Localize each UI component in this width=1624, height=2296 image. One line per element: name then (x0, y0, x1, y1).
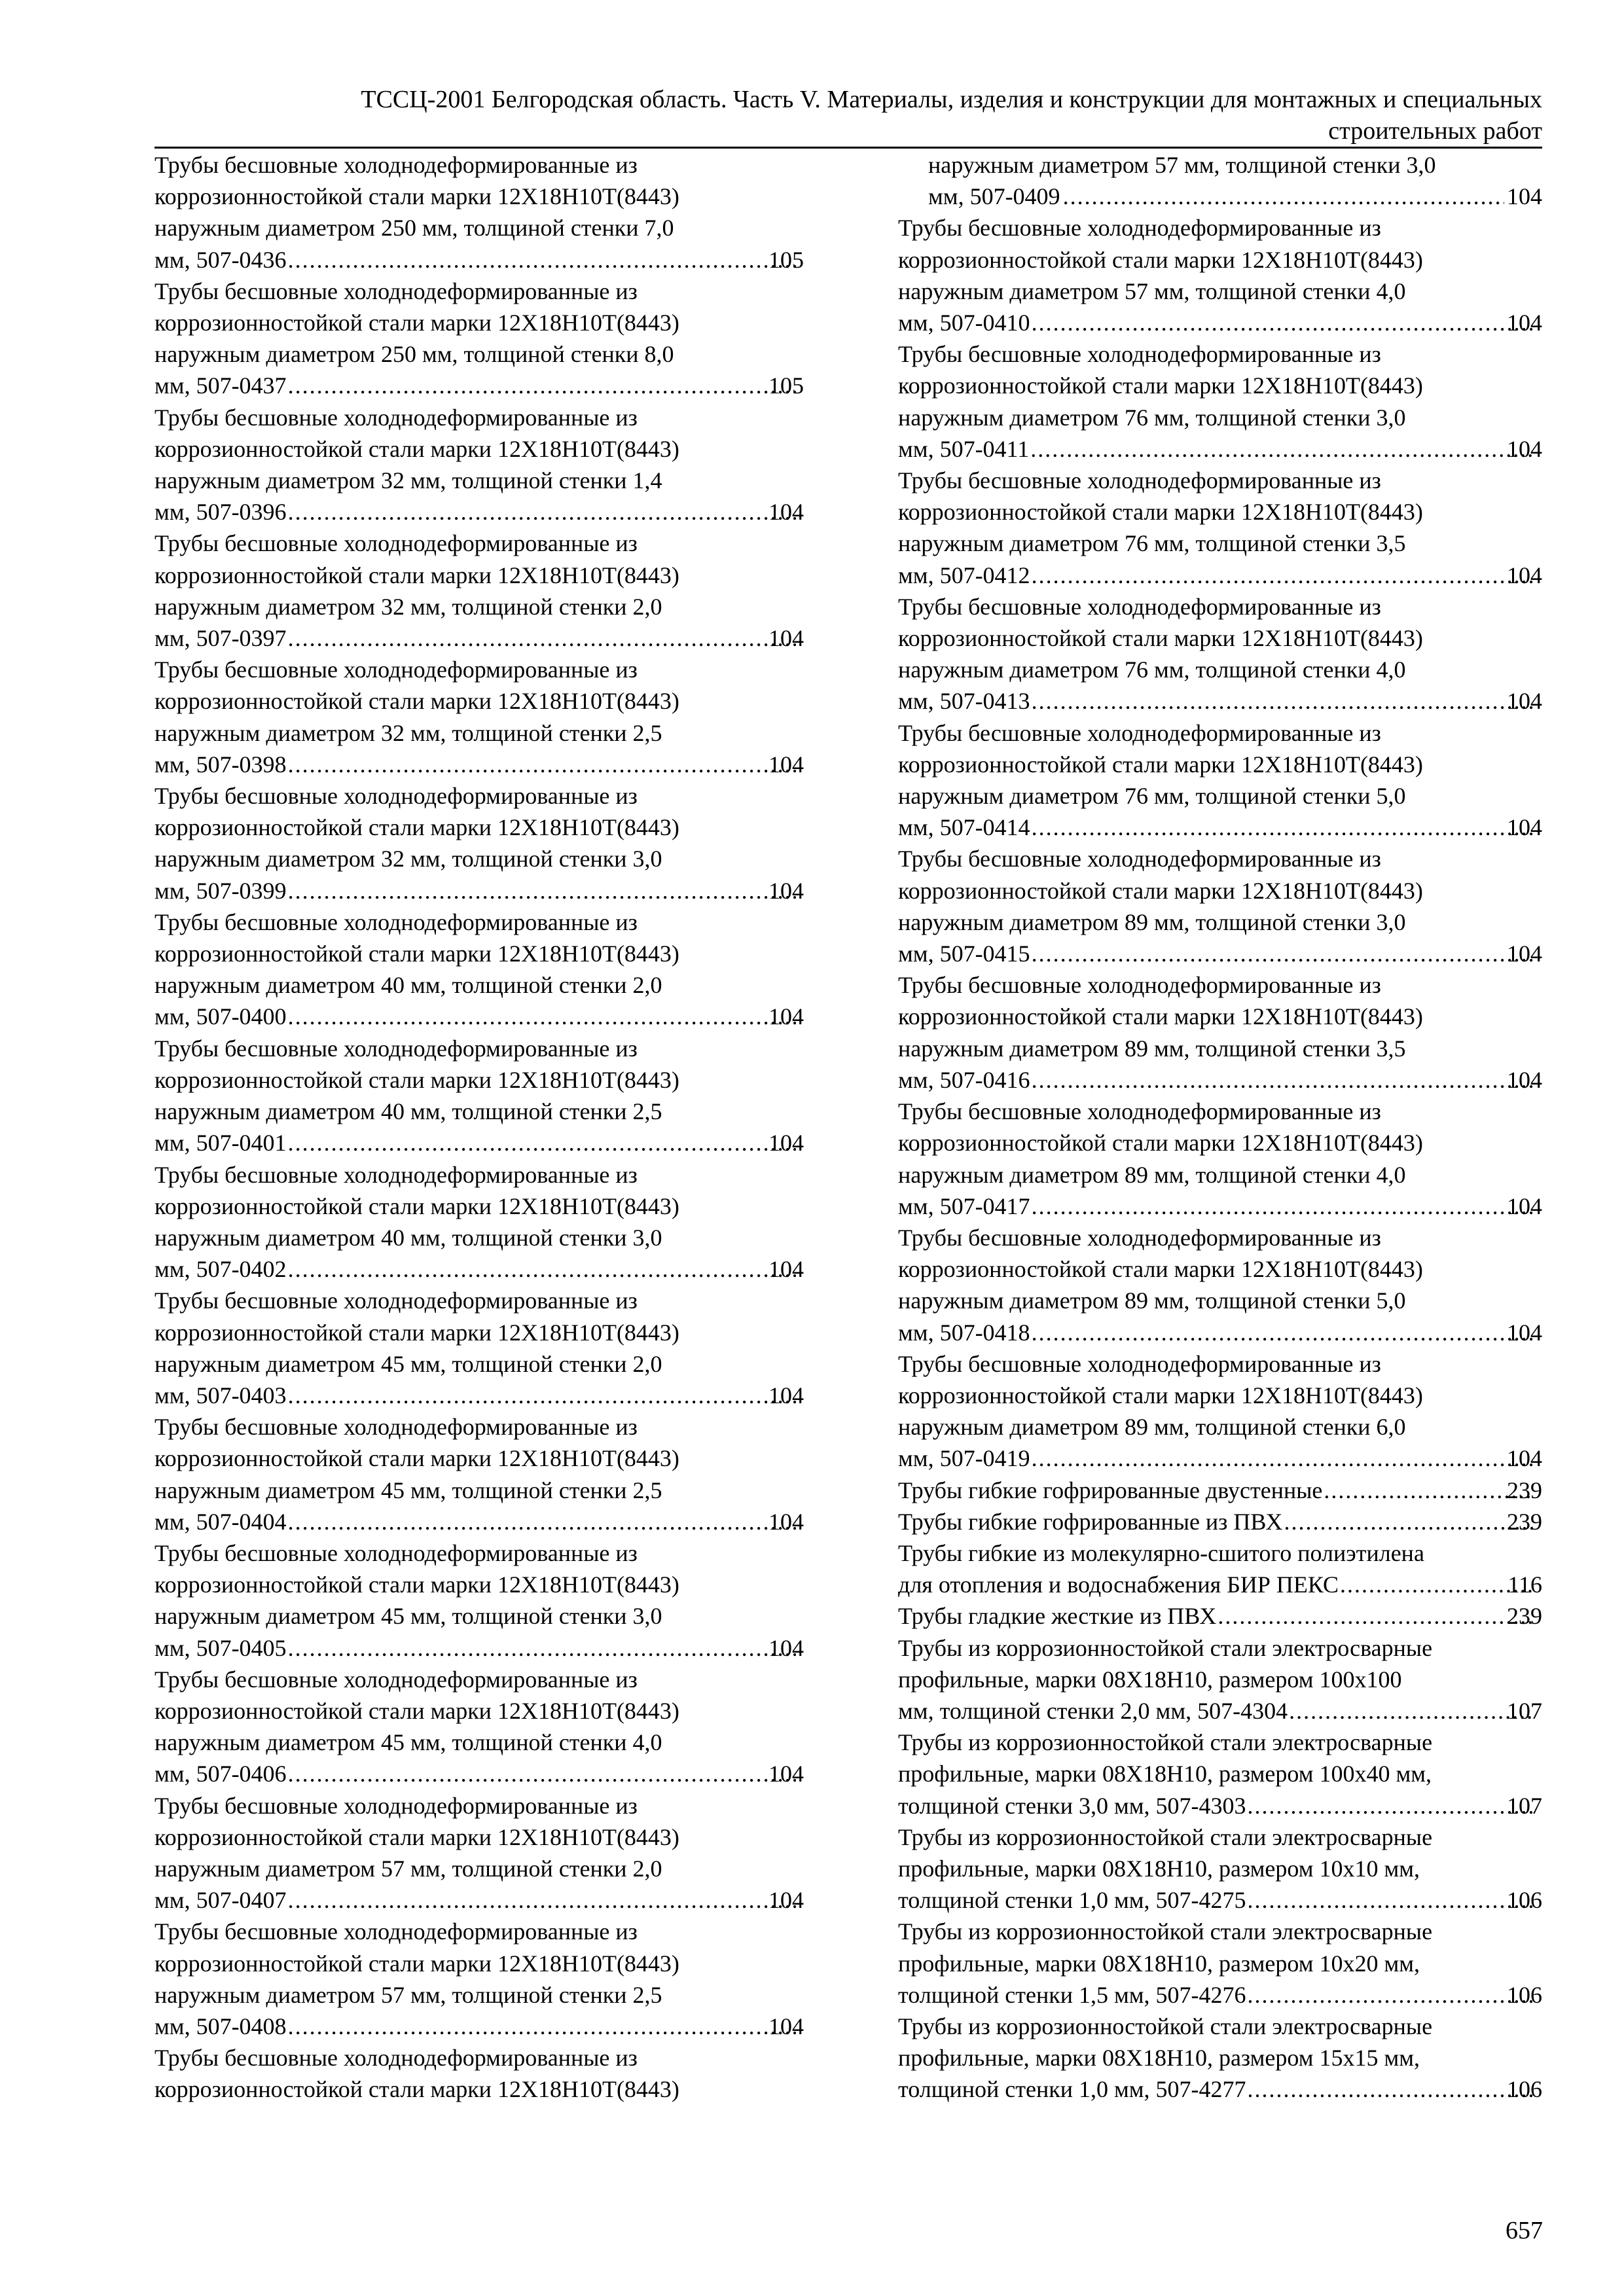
entry-line: наружным диаметром 40 мм, толщиной стенки 2,0 (154, 972, 662, 999)
entry-line: наружным диаметром 40 мм, толщиной стенки 2,5 (154, 1098, 662, 1125)
entry-page-ref: 104 (768, 2013, 804, 2039)
entry-line: Трубы бесшовные холоднодеформированные из (154, 783, 638, 810)
dot-leader (1033, 307, 1534, 338)
entry-leader-line (898, 685, 1542, 717)
entry-line: наружным диаметром 89 мм, толщиной стенки 3,0 (898, 908, 1406, 935)
dot-leader (1033, 685, 1534, 717)
entry-line: Трубы бесшовные холоднодеформированные из (898, 1098, 1381, 1125)
entry-line: наружным диаметром 57 мм, толщиной стенки 4,0 (898, 278, 1406, 304)
entry-page-ref: 104 (768, 1382, 804, 1408)
entry-line: Трубы бесшовные холоднодеформированные из (898, 215, 1381, 242)
entry-page-ref: 104 (1507, 562, 1542, 588)
index-column-right (898, 149, 1542, 2106)
entry-leader-line (154, 749, 804, 780)
entry-line: Трубы из коррозионностойкой стали электросварные (898, 1918, 1433, 1945)
entry-line: наружным диаметром 57 мм, толщиной стенки 3,0 (928, 152, 1436, 178)
entry-leader-line (898, 1064, 1542, 1096)
entry-line: мм, 507-0419 (898, 1445, 1030, 1472)
entry-line: наружным диаметром 89 мм, толщиной стенки 5,0 (898, 1287, 1406, 1314)
entry-line: профильные, марки 08Х18Н10, размером 10х10 мм, (898, 1855, 1420, 1882)
entry-line: Трубы гладкие жесткие из ПВХ (898, 1603, 1217, 1630)
entry-line: Трубы бесшовные холоднодеформированные из (898, 593, 1381, 620)
entry-page-ref: 104 (1507, 310, 1542, 336)
page-number: 657 (1506, 2217, 1543, 2244)
dot-leader (289, 1632, 796, 1664)
index-entry (898, 969, 1542, 1096)
entry-line: мм, 507-0414 (898, 814, 1030, 841)
entry-line: наружным диаметром 45 мм, толщиной стенки 2,0 (154, 1350, 662, 1377)
entry-line: наружным диаметром 57 мм, толщиной стенки 2,0 (154, 1855, 662, 1882)
entry-page-ref: 104 (1507, 1066, 1542, 1093)
entry-line: коррозионностойкой стали марки 12Х18Н10Т(8443) (154, 183, 679, 210)
entry-line: наружным диаметром 45 мм, толщиной стенки 3,0 (154, 1603, 662, 1630)
index-entry (154, 1285, 804, 1411)
index-entry (154, 1159, 804, 1285)
entry-page-ref: 104 (1507, 1193, 1542, 1219)
entry-line: Трубы из коррозионностойкой стали электросварные (898, 1729, 1433, 1756)
dot-leader (1249, 1979, 1534, 2011)
entry-leader-line (154, 1884, 804, 1916)
entry-line: коррозионностойкой стали марки 12Х18Н10Т(8443) (154, 562, 679, 588)
index-entry (898, 1222, 1542, 1348)
entry-leader-line (898, 1695, 1542, 1727)
entry-line: Трубы бесшовные холоднодеформированные из (154, 1918, 638, 1945)
entry-line: Трубы бесшовные холоднодеформированные из (154, 1539, 638, 1566)
entry-leader-line (898, 1979, 1542, 2011)
entry-line: наружным диаметром 250 мм, толщиной стенки 7,0 (154, 215, 674, 242)
entry-line: Трубы гибкие из молекулярно-сшитого полиэтилена (898, 1539, 1424, 1566)
dot-leader (1033, 1191, 1534, 1222)
dot-leader (1033, 812, 1534, 843)
entry-line: Трубы бесшовные холоднодеформированные из (154, 656, 638, 683)
entry-page-ref: 104 (1507, 941, 1542, 967)
entry-line: мм, 507-0400 (154, 1003, 287, 1030)
entry-line: коррозионностойкой стали марки 12Х18Н10Т(8443) (898, 372, 1423, 399)
entry-line: профильные, марки 08Х18Н10, размером 15х15 мм, (898, 2045, 1420, 2072)
entry-line: коррозионностойкой стали марки 12Х18Н10Т(8443) (154, 435, 679, 462)
dot-leader (1249, 2073, 1534, 2105)
index-entry (898, 1506, 1542, 1537)
dot-leader (1286, 1506, 1534, 1537)
index-entry (154, 906, 804, 1033)
dot-leader (1032, 433, 1534, 465)
entry-line: Трубы бесшовные холоднодеформированные из (154, 404, 638, 431)
index-entry (898, 717, 1542, 844)
index-entry (898, 1632, 1542, 1727)
dot-leader (289, 1506, 796, 1537)
entry-line: мм, 507-0404 (154, 1508, 287, 1535)
entry-line: Трубы бесшовные холоднодеформированные из (154, 530, 638, 557)
entry-line: коррозионностойкой стали марки 12Х18Н10Т(8443) (154, 1697, 679, 1724)
entry-line: коррозионностойкой стали марки 12Х18Н10Т(8443) (154, 310, 679, 336)
entry-leader-line (898, 1569, 1542, 1600)
index-entry (898, 212, 1542, 338)
index-entry (154, 654, 804, 780)
index-entry (154, 1664, 804, 1790)
index-entry (154, 1411, 804, 1537)
entry-line: наружным диаметром 89 мм, толщиной стенки 6,0 (898, 1414, 1406, 1441)
entry-leader-line (154, 370, 804, 401)
entry-leader-line (898, 938, 1542, 969)
entry-line: коррозионностойкой стали марки 12Х18Н10Т(8443) (154, 1823, 679, 1850)
entry-line: коррозионностойкой стали марки 12Х18Н10Т(8443) (898, 499, 1423, 526)
entry-line: наружным диаметром 250 мм, толщиной стенки 8,0 (154, 341, 674, 368)
entry-line: мм, 507-0410 (898, 310, 1030, 336)
entry-leader-line (154, 1253, 804, 1285)
entry-leader-line (898, 1317, 1542, 1348)
index-entry (154, 1790, 804, 1916)
dot-leader (289, 244, 796, 276)
entry-line: коррозионностойкой стали марки 12Х18Н10Т(8443) (154, 941, 679, 967)
entry-line: наружным диаметром 32 мм, толщиной стенки 1,4 (154, 467, 662, 494)
entry-line: Трубы бесшовные холоднодеформированные из (154, 1287, 638, 1314)
entry-leader-line (154, 1632, 804, 1664)
entry-leader-line (154, 1758, 804, 1789)
index-entry (898, 1821, 1542, 1916)
dot-leader (1219, 1600, 1534, 1632)
entry-page-ref: 104 (768, 751, 804, 778)
entry-line: наружным диаметром 45 мм, толщиной стенки 4,0 (154, 1729, 662, 1756)
entry-line: коррозионностойкой стали марки 12Х18Н10Т(8443) (154, 2076, 679, 2103)
entry-line: наружным диаметром 76 мм, толщиной стенки 3,0 (898, 404, 1406, 431)
entry-line: коррозионностойкой стали марки 12Х18Н10Т(8443) (898, 246, 1423, 273)
entry-line: коррозионностойкой стали марки 12Х18Н10Т(8443) (898, 1256, 1423, 1283)
entry-line: наружным диаметром 76 мм, толщиной стенки 5,0 (898, 783, 1406, 810)
index-entry (898, 338, 1542, 465)
index-entry (898, 2011, 1542, 2106)
dot-leader (289, 1253, 796, 1285)
index-entry (898, 1916, 1542, 2011)
entry-leader-line (154, 1506, 804, 1537)
entry-line: мм, 507-0403 (154, 1382, 287, 1408)
entry-line: мм, 507-0437 (154, 372, 287, 399)
entry-line: коррозионностойкой стали марки 12Х18Н10Т(8443) (154, 1319, 679, 1346)
entry-line: коррозионностойкой стали марки 12Х18Н10Т(8443) (154, 814, 679, 841)
index-entry (898, 465, 1542, 591)
entry-leader-line (898, 1506, 1542, 1537)
entry-page-ref: 104 (1507, 183, 1542, 210)
dot-leader (289, 2011, 796, 2042)
entry-line: толщиной стенки 1,0 мм, 507-4275 (898, 1887, 1246, 1914)
entry-line: мм, 507-0399 (154, 877, 287, 904)
index-entry (154, 1916, 804, 2042)
dot-leader (289, 1758, 796, 1789)
entry-line: толщиной стенки 3,0 мм, 507-4303 (898, 1792, 1246, 1819)
entry-line: мм, 507-0405 (154, 1634, 287, 1661)
entry-line: коррозионностойкой стали марки 12Х18Н10Т(8443) (898, 1003, 1423, 1030)
entry-line: мм, 507-0417 (898, 1193, 1030, 1219)
entry-line: Трубы бесшовные холоднодеформированные из (898, 1350, 1381, 1377)
entry-line: Трубы из коррозионностойкой стали электросварные (898, 1634, 1433, 1661)
entry-line: Трубы из коррозионностойкой стали электросварные (898, 1823, 1433, 1850)
entry-page-ref: 106 (1507, 2076, 1542, 2103)
entry-line: мм, 507-0415 (898, 941, 1030, 967)
index-entry (154, 1537, 804, 1664)
entry-page-ref: 104 (768, 1634, 804, 1661)
index-entry (154, 149, 804, 276)
entry-line: Трубы бесшовные холоднодеформированные из (154, 908, 638, 935)
entry-line: Трубы бесшовные холоднодеформированные из (154, 1792, 638, 1819)
index-entry (154, 2042, 804, 2105)
dot-leader (289, 875, 796, 906)
entry-leader-line (154, 244, 804, 276)
entry-page-ref: 104 (768, 1887, 804, 1914)
entry-line: мм, 507-0397 (154, 625, 287, 652)
entry-leader-line (154, 496, 804, 528)
entry-line: Трубы бесшовные холоднодеформированные из (898, 719, 1381, 746)
entry-line: толщиной стенки 1,0 мм, 507-4277 (898, 2076, 1246, 2103)
entry-page-ref: 107 (1507, 1792, 1542, 1819)
index-entry (154, 402, 804, 528)
entry-line: коррозионностойкой стали марки 12Х18Н10Т(8443) (154, 1445, 679, 1472)
entry-line: Трубы бесшовные холоднодеформированные из (898, 972, 1381, 999)
entry-leader-line (154, 875, 804, 906)
entry-leader-line (898, 307, 1542, 338)
entry-page-ref: 239 (1507, 1508, 1542, 1535)
header-title-line2: строительных работ (1328, 117, 1542, 145)
entry-line: мм, 507-0416 (898, 1066, 1030, 1093)
entry-line: Трубы бесшовные холоднодеформированные из (154, 152, 638, 178)
entry-page-ref: 107 (1507, 1697, 1542, 1724)
index-entry (898, 591, 1542, 717)
entry-line: наружным диаметром 32 мм, толщиной стенки 2,5 (154, 719, 662, 746)
entry-page-ref: 104 (768, 1003, 804, 1030)
entry-line: Трубы гибкие гофрированные из ПВХ (898, 1508, 1283, 1535)
entry-line: наружным диаметром 76 мм, толщиной стенки 4,0 (898, 656, 1406, 683)
dot-leader (289, 496, 796, 528)
entry-line: мм, 507-0396 (154, 499, 287, 526)
entry-line: коррозионностойкой стали марки 12Х18Н10Т(8443) (154, 688, 679, 715)
dot-leader (289, 1127, 796, 1158)
entry-line: Трубы гибкие гофрированные двустенные (898, 1477, 1323, 1503)
index-entry (154, 1033, 804, 1159)
index-entry (154, 276, 804, 402)
entry-line: наружным диаметром 32 мм, толщиной стенки 2,0 (154, 593, 662, 620)
dot-leader (1290, 1695, 1534, 1727)
entry-line: профильные, марки 08Х18Н10, размером 10х20 мм, (898, 1950, 1420, 1977)
entry-page-ref: 239 (1507, 1477, 1542, 1503)
entry-page-ref: 104 (1507, 1319, 1542, 1346)
entry-leader-line (898, 1884, 1542, 1916)
entry-line: коррозионностойкой стали марки 12Х18Н10Т(8443) (154, 1066, 679, 1093)
index-entry (898, 1348, 1542, 1475)
entry-line: наружным диаметром 76 мм, толщиной стенки 3,5 (898, 530, 1406, 557)
entry-leader-line (898, 1790, 1542, 1821)
entry-leader-line (154, 1380, 804, 1411)
entry-line: Трубы из коррозионностойкой стали электросварные (898, 2013, 1433, 2039)
entry-line: мм, 507-0418 (898, 1319, 1030, 1346)
index-entry (898, 843, 1542, 969)
entry-line: наружным диаметром 89 мм, толщиной стенки 4,0 (898, 1161, 1406, 1188)
entry-leader-line (928, 181, 1542, 212)
entry-leader-line (898, 433, 1542, 465)
dot-leader (1033, 1064, 1534, 1096)
entry-page-ref: 116 (1507, 1571, 1542, 1598)
entry-line: мм, 507-0409 (928, 183, 1060, 210)
entry-line: мм, 507-0401 (154, 1130, 287, 1157)
entry-page-ref: 104 (768, 1761, 804, 1787)
dot-leader (1325, 1475, 1534, 1506)
entry-page-ref: 104 (1507, 814, 1542, 841)
entry-page-ref: 104 (1507, 435, 1542, 462)
entry-line: для отопления и водоснабжения БИР ПЕКС (898, 1571, 1339, 1598)
dot-leader (289, 1001, 796, 1032)
entry-page-ref: 104 (1507, 1445, 1542, 1472)
entry-line: профильные, марки 08Х18Н10, размером 100х100 (898, 1666, 1402, 1693)
entry-line: наружным диаметром 57 мм, толщиной стенки 2,5 (154, 1981, 662, 2008)
entry-line: мм, 507-0413 (898, 688, 1030, 715)
entry-line: Трубы бесшовные холоднодеформированные из (898, 467, 1381, 494)
entry-page-ref: 105 (768, 372, 804, 399)
index-entry (154, 528, 804, 654)
entry-leader-line (898, 1191, 1542, 1222)
entry-leader-line (898, 1443, 1542, 1474)
entry-line: мм, 507-0411 (898, 435, 1030, 462)
entry-line: Трубы бесшовные холоднодеформированные из (154, 2045, 638, 2072)
index-entry (898, 1096, 1542, 1222)
entry-line: наружным диаметром 40 мм, толщиной стенки 3,0 (154, 1224, 662, 1251)
entry-line: коррозионностойкой стали марки 12Х18Н10Т(8443) (898, 1130, 1423, 1157)
entry-leader-line (154, 2011, 804, 2042)
entry-line: коррозионностойкой стали марки 12Х18Н10Т(8443) (154, 1571, 679, 1598)
dot-leader (1063, 181, 1504, 212)
entry-line: мм, толщиной стенки 2,0 мм, 507-4304 (898, 1697, 1288, 1724)
entry-line: Трубы бесшовные холоднодеформированные из (154, 1161, 638, 1188)
entry-page-ref: 105 (768, 246, 804, 273)
entry-line: мм, 507-0436 (154, 246, 287, 273)
entry-line: наружным диаметром 32 мм, толщиной стенки 3,0 (154, 846, 662, 872)
entry-page-ref: 104 (768, 625, 804, 652)
entry-line: коррозионностойкой стали марки 12Х18Н10Т(8443) (898, 625, 1423, 652)
entry-page-ref: 104 (1507, 688, 1542, 715)
entry-page-ref: 104 (768, 1508, 804, 1535)
index-entry-continuation (898, 149, 1542, 212)
index-entry (898, 1537, 1542, 1600)
entry-page-ref: 106 (1507, 1981, 1542, 2008)
entry-line: Трубы бесшовные холоднодеформированные из (154, 278, 638, 304)
dot-leader (289, 749, 796, 780)
dot-leader (1249, 1884, 1534, 1916)
entry-leader-line (898, 812, 1542, 843)
entry-page-ref: 104 (768, 1130, 804, 1157)
entry-line: Трубы бесшовные холоднодеформированные из (154, 1414, 638, 1441)
entry-page-ref: 104 (768, 877, 804, 904)
entry-line: коррозионностойкой стали марки 12Х18Н10Т(8443) (154, 1193, 679, 1219)
entry-line: Трубы бесшовные холоднодеформированные из (898, 1224, 1381, 1251)
dot-leader (1033, 1443, 1534, 1474)
entry-page-ref: 104 (768, 499, 804, 526)
entry-leader-line (898, 560, 1542, 591)
entry-leader-line (898, 1600, 1542, 1632)
entry-page-ref: 239 (1507, 1603, 1542, 1630)
entry-page-ref: 106 (1507, 1887, 1542, 1914)
entry-line: толщиной стенки 1,5 мм, 507-4276 (898, 1981, 1246, 2008)
index-column-left (154, 149, 804, 2106)
dot-leader (289, 370, 796, 401)
entry-leader-line (898, 2073, 1542, 2105)
dot-leader (1341, 1569, 1535, 1600)
entry-line: мм, 507-0408 (154, 2013, 287, 2039)
entry-line: коррозионностойкой стали марки 12Х18Н10Т(8443) (898, 877, 1423, 904)
entry-line: Трубы бесшовные холоднодеформированные из (154, 1035, 638, 1062)
entry-line: Трубы бесшовные холоднодеформированные из (898, 846, 1381, 872)
running-header (154, 84, 1542, 149)
entry-leader-line (154, 622, 804, 654)
dot-leader (289, 1380, 796, 1411)
entry-line: мм, 507-0406 (154, 1761, 287, 1787)
entry-leader-line (898, 1475, 1542, 1506)
dot-leader (289, 1884, 796, 1916)
index-entry (154, 780, 804, 906)
index-entry (898, 1727, 1542, 1821)
header-title-line1: ТССЦ-2001 Белгородская область. Часть V. Материалы, изделия и конструкции для монтажных и специальных (361, 86, 1542, 113)
entry-line: коррозионностойкой стали марки 12Х18Н10Т(8443) (898, 1382, 1423, 1408)
entry-line: наружным диаметром 89 мм, толщиной стенки 3,5 (898, 1035, 1406, 1062)
index-entry (898, 1475, 1542, 1506)
dot-leader (1033, 938, 1534, 969)
entry-line: Трубы бесшовные холоднодеформированные из (154, 1666, 638, 1693)
entry-line: мм, 507-0398 (154, 751, 287, 778)
dot-leader (1249, 1790, 1534, 1821)
entry-line: профильные, марки 08Х18Н10, размером 100х40 мм, (898, 1761, 1432, 1787)
entry-page-ref: 104 (768, 1256, 804, 1283)
dot-leader (1033, 1317, 1534, 1348)
index-entry (898, 1600, 1542, 1632)
entry-line: мм, 507-0407 (154, 1887, 287, 1914)
entry-line: Трубы бесшовные холоднодеформированные из (898, 341, 1381, 368)
dot-leader (289, 622, 796, 654)
entry-leader-line (154, 1001, 804, 1032)
entry-line: мм, 507-0412 (898, 562, 1030, 588)
entry-leader-line (154, 1127, 804, 1158)
entry-line: коррозионностойкой стали марки 12Х18Н10Т(8443) (898, 751, 1423, 778)
dot-leader (1033, 560, 1534, 591)
entry-line: коррозионностойкой стали марки 12Х18Н10Т(8443) (154, 1950, 679, 1977)
entry-line: наружным диаметром 45 мм, толщиной стенки 2,5 (154, 1477, 662, 1503)
entry-line: мм, 507-0402 (154, 1256, 287, 1283)
